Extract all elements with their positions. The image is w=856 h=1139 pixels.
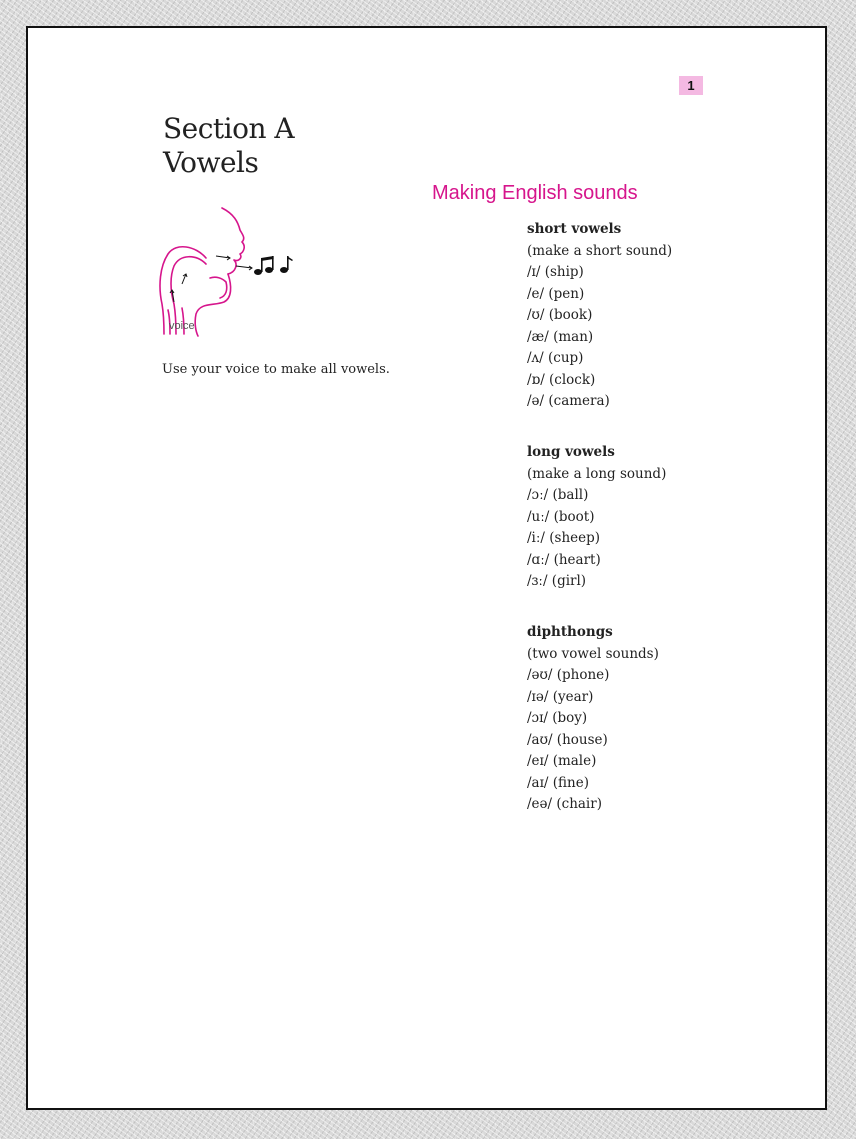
- list-item: /eə/ (chair): [527, 796, 602, 812]
- group-title: diphthongs: [527, 624, 613, 640]
- list-item: /əʊ/ (phone): [527, 667, 610, 683]
- section-title-line2: Vowels: [163, 146, 259, 179]
- vowel-list: [527, 665, 659, 816]
- group-description: (make a short sound): [527, 242, 673, 259]
- list-item: /ɔɪ/ (boy): [527, 710, 588, 726]
- diphthongs-group: [527, 622, 659, 816]
- list-item: /iː/ (sheep): [527, 530, 601, 546]
- list-item: /æ/ (man): [527, 328, 594, 345]
- list-item: /aɪ/ (fine): [527, 774, 589, 791]
- long-vowels-group: [527, 442, 666, 593]
- list-item: /ɒ/ (clock): [527, 371, 596, 388]
- list-item: /ʌ/ (cup): [527, 350, 584, 366]
- list-item: /ɔː/ (ball): [527, 487, 589, 503]
- group-title: long vowels: [527, 444, 615, 460]
- section-title: [163, 112, 294, 180]
- subheading: Making English sounds: [432, 182, 638, 204]
- vowel-list: [527, 485, 666, 593]
- group-description: (two vowel sounds): [527, 645, 659, 662]
- illustration-caption: voice: [169, 320, 195, 332]
- head-profile-voice-icon: [156, 206, 296, 338]
- book-page: [26, 26, 827, 1110]
- list-item: /ɪə/ (year): [527, 688, 594, 705]
- list-item: /aʊ/ (house): [527, 731, 608, 748]
- group-description: (make a long sound): [527, 465, 667, 482]
- section-title-line1: Section A: [163, 112, 295, 145]
- list-item: /ə/ (camera): [527, 393, 610, 409]
- vowel-list: [527, 262, 672, 413]
- short-vowels-group: [527, 219, 672, 413]
- intro-text: Use your voice to make all vowels.: [162, 362, 390, 377]
- list-item: /ɑː/ (heart): [527, 551, 601, 568]
- page-number-badge: 1: [679, 76, 703, 95]
- list-item: /ʊ/ (book): [527, 307, 593, 323]
- list-item: /ɜː/ (girl): [527, 573, 587, 589]
- list-item: /eɪ/ (male): [527, 753, 597, 769]
- group-title: short vowels: [527, 221, 622, 237]
- list-item: /ɪ/ (ship): [527, 264, 584, 280]
- list-item: /uː/ (boot): [527, 508, 595, 525]
- list-item: /e/ (pen): [527, 285, 585, 302]
